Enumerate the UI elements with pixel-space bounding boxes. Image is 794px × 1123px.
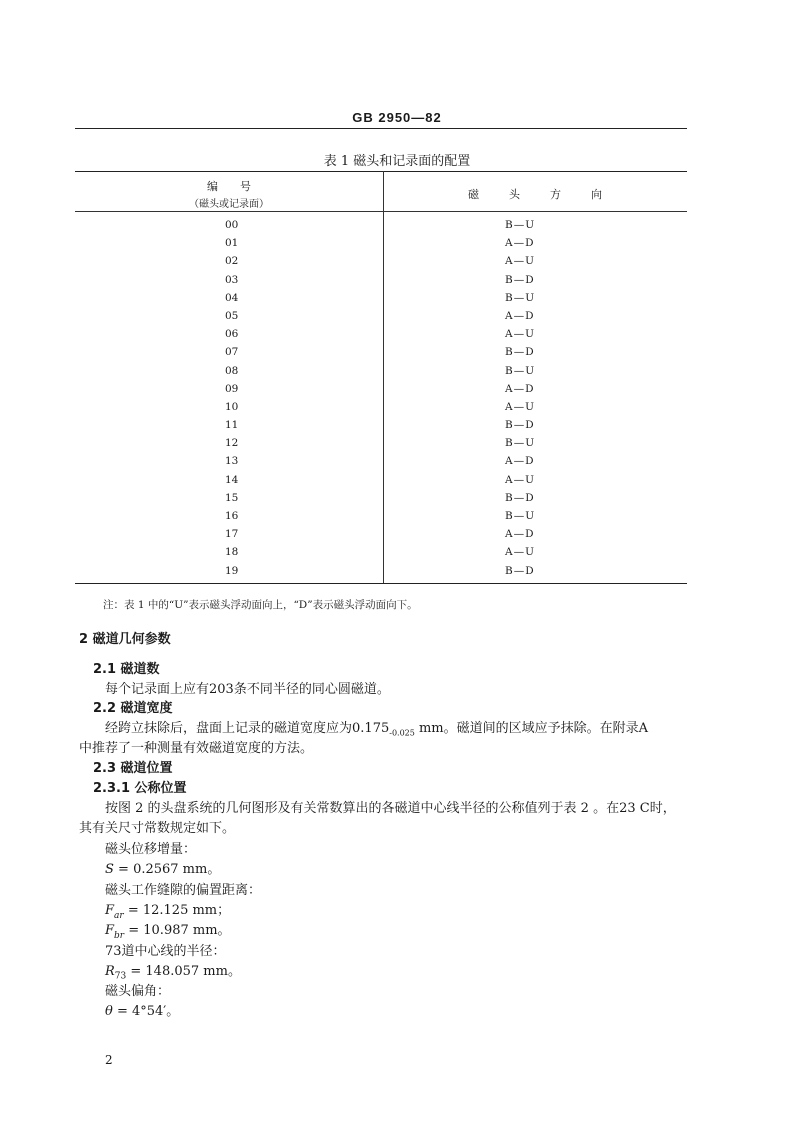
row-direction: A—U xyxy=(505,328,535,341)
row-direction: A—D xyxy=(505,237,535,250)
label-head-skew: 磁头偏角： xyxy=(105,984,171,999)
label-head-increment: 磁头位移增量： xyxy=(105,842,197,857)
table-row xyxy=(75,419,687,437)
header-rule xyxy=(75,128,687,129)
row-number: 16 xyxy=(225,510,239,522)
section-2-1-heading: 2.1 磁道数 xyxy=(93,662,160,677)
row-number: 18 xyxy=(225,546,239,559)
col-direction-header: 磁头方向 xyxy=(468,188,632,201)
table-header-rule xyxy=(75,211,687,212)
row-direction: A—U xyxy=(505,473,535,486)
col-number-header: 编号 xyxy=(207,180,273,193)
formula-s: S = 0.2567 mm。 xyxy=(105,862,221,877)
row-direction: B—D xyxy=(505,273,535,286)
row-direction: B—U xyxy=(505,364,536,377)
row-direction: B—D xyxy=(505,491,535,504)
document-header: GB 2950—82 xyxy=(352,110,442,125)
row-direction: A—U xyxy=(505,546,535,559)
track-width-value: 0.175 xyxy=(352,721,390,736)
row-number: 07 xyxy=(225,346,239,359)
row-number: 08 xyxy=(225,364,239,377)
table-row xyxy=(75,383,687,401)
table-row xyxy=(75,328,687,346)
section-2-3-heading: 2.3 磁道位置 xyxy=(93,761,173,776)
table-top-rule xyxy=(75,171,687,172)
row-number: 03 xyxy=(225,273,239,286)
row-direction: B—U xyxy=(505,510,536,522)
table-note: 注：表 1 中的“U”表示磁头浮动面向上，“D”表示磁头浮动面向下。 xyxy=(103,599,418,611)
row-number: 10 xyxy=(225,400,239,413)
row-direction: A—D xyxy=(505,382,535,395)
label-radius-73: 73道中心线的半径： xyxy=(105,944,226,959)
col-number-subheader: （磁头或记录面） xyxy=(189,199,269,210)
section-2-2-text-cont: 中推荐了一种测量有效磁道宽度的方法。 xyxy=(79,741,314,756)
track-width-tolerance: -0.025 xyxy=(389,728,415,738)
row-number: 12 xyxy=(225,437,239,450)
formula-far: $F_{ar} = 12.125$ mm； xyxy=(105,903,231,921)
section-2-3-1-text: 按图 2 的头盘系统的几何图形及有关常数算出的各磁道中心线半径的公称值列于表 2 。在23 C时， xyxy=(105,801,676,816)
row-number: 09 xyxy=(225,382,239,395)
table-row xyxy=(75,510,687,528)
section-2-heading: 2 磁道几何参数 xyxy=(79,632,171,647)
table-row xyxy=(75,255,687,273)
row-number: 06 xyxy=(225,328,239,341)
row-direction: B—D xyxy=(505,419,535,432)
row-number: 01 xyxy=(225,237,239,250)
table-row xyxy=(75,546,687,564)
formula-theta: θ = 4°54′。 xyxy=(105,1004,180,1019)
table-row xyxy=(75,292,687,310)
row-direction: B—U xyxy=(505,291,536,304)
row-number: 02 xyxy=(225,255,239,268)
row-direction: B—D xyxy=(505,564,535,577)
table-bottom-rule xyxy=(75,583,687,584)
row-direction: A—U xyxy=(505,255,535,268)
row-number: 13 xyxy=(225,455,239,468)
section-2-2-text: 经跨立抹除后，盘面上记录的磁道宽度应为$0.175_{-0.025}$ mm。磁道间的区域应予抹除。在附录A xyxy=(105,721,649,738)
row-direction: B—D xyxy=(505,346,535,359)
formula-fbr: $F_{br} = 10.987$ mm。 xyxy=(105,923,231,941)
formula-r73: $R_{73} = 148.057$ mm。 xyxy=(105,964,241,982)
table-row xyxy=(75,401,687,419)
row-number: 05 xyxy=(225,309,239,322)
section-2-2-heading: 2.2 磁道宽度 xyxy=(93,701,173,716)
table-row xyxy=(75,365,687,383)
row-number: 04 xyxy=(225,291,239,304)
row-direction: B—U xyxy=(505,219,536,231)
page-number: 2 xyxy=(105,1053,113,1067)
label-gap-offset: 磁头工作缝隙的偏置距离： xyxy=(105,883,262,898)
table-row xyxy=(75,310,687,328)
row-direction: A—D xyxy=(505,309,535,322)
table-row xyxy=(75,237,687,255)
row-direction: A—U xyxy=(505,400,535,413)
row-number: 11 xyxy=(225,419,239,432)
table-row xyxy=(75,565,687,583)
table-row xyxy=(75,274,687,292)
section-2-3-1-text-cont: 其有关尺寸常数规定如下。 xyxy=(79,821,236,836)
table-row xyxy=(75,455,687,473)
table-body xyxy=(75,219,687,583)
row-direction: A—D xyxy=(505,528,535,541)
row-direction: B—U xyxy=(505,437,536,450)
table-row xyxy=(75,474,687,492)
section-2-1-text: 每个记录面上应有203条不同半径的同心圆磁道。 xyxy=(105,682,390,697)
table-row xyxy=(75,346,687,364)
row-number: 00 xyxy=(225,219,239,231)
table-row xyxy=(75,219,687,237)
row-number: 19 xyxy=(225,564,239,577)
table-row xyxy=(75,437,687,455)
row-number: 14 xyxy=(225,473,239,486)
row-number: 15 xyxy=(225,491,239,504)
table-title: 表 1 磁头和记录面的配置 xyxy=(323,154,471,169)
row-direction: A—D xyxy=(505,455,535,468)
row-number: 17 xyxy=(225,528,239,541)
section-2-3-1-heading: 2.3.1 公称位置 xyxy=(93,781,187,796)
table-row xyxy=(75,492,687,510)
table-row xyxy=(75,528,687,546)
